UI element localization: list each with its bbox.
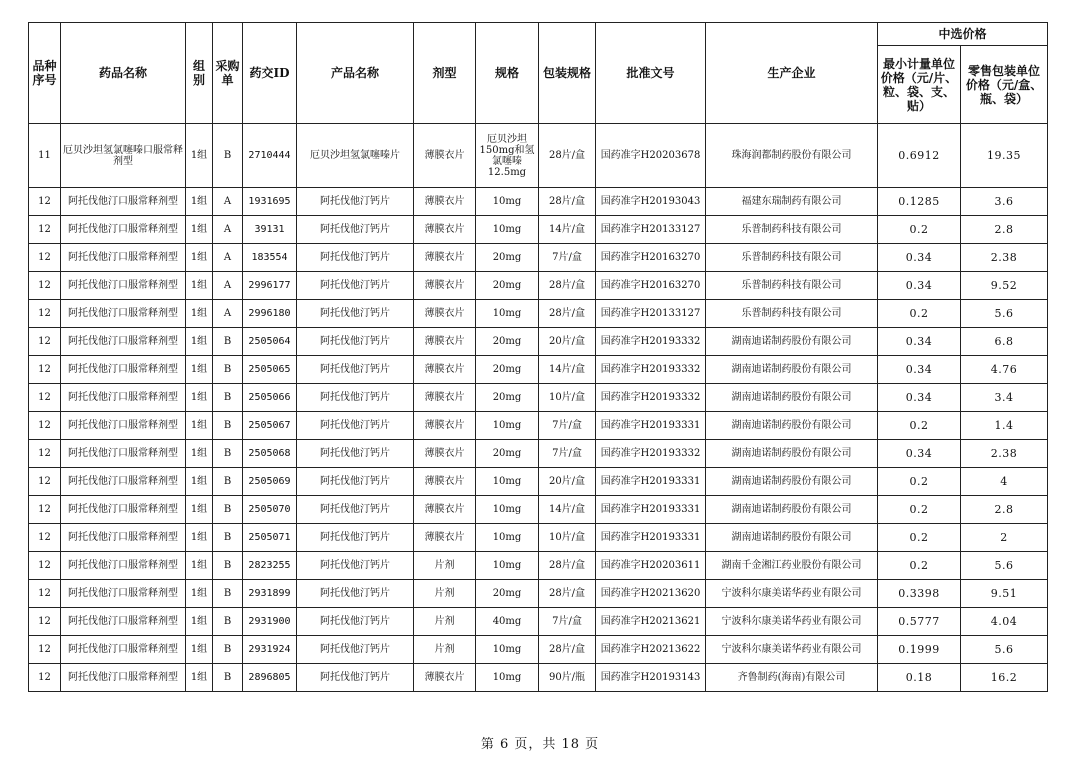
- table-row: [29, 216, 1048, 244]
- cell-unit-price: 0.1285: [878, 188, 961, 216]
- table-row: [29, 300, 1048, 328]
- cell-unit-price: 0.5777: [878, 608, 961, 636]
- cell-manufacturer: 湖南千金湘江药业股份有限公司: [706, 552, 878, 580]
- cell-manufacturer: 宁波科尔康美诺华药业有限公司: [706, 580, 878, 608]
- cell-drug-id: 2931899: [243, 580, 297, 608]
- cell-group: 1组: [186, 356, 213, 384]
- cell-drug-name: 阿托伐他汀口服常释剂型: [61, 580, 186, 608]
- header-purchase-list: 采购单: [213, 23, 243, 124]
- cell-approval: 国药准字H20193143: [596, 664, 706, 692]
- cell-group: 1组: [186, 636, 213, 664]
- cell-seq: 12: [29, 216, 61, 244]
- cell-manufacturer: 湖南迪诺制药股份有限公司: [706, 440, 878, 468]
- cell-purchase-list: A: [213, 300, 243, 328]
- header-approval: 批准文号: [596, 23, 706, 124]
- table-row: [29, 328, 1048, 356]
- cell-drug-name: 阿托伐他汀口服常释剂型: [61, 664, 186, 692]
- cell-purchase-list: A: [213, 188, 243, 216]
- cell-spec: 20mg: [476, 580, 539, 608]
- cell-unit-price: 0.2: [878, 412, 961, 440]
- cell-unit-price: 0.2: [878, 524, 961, 552]
- cell-drug-name: 阿托伐他汀口服常释剂型: [61, 300, 186, 328]
- selected-drug-price-table: [28, 22, 1048, 692]
- cell-group: 1组: [186, 124, 213, 188]
- cell-purchase-list: B: [213, 664, 243, 692]
- cell-group: 1组: [186, 412, 213, 440]
- cell-retail-price: 19.35: [961, 124, 1048, 188]
- table-row: [29, 440, 1048, 468]
- table-row: [29, 188, 1048, 216]
- cell-spec: 10mg: [476, 496, 539, 524]
- cell-dosage-form: 片剂: [414, 608, 476, 636]
- cell-product-name: 阿托伐他汀钙片: [297, 496, 414, 524]
- cell-drug-id: 183554: [243, 244, 297, 272]
- cell-seq: 12: [29, 580, 61, 608]
- cell-dosage-form: 薄膜衣片: [414, 468, 476, 496]
- cell-spec: 厄贝沙坦150mg和氢氯噻嗪12.5mg: [476, 124, 539, 188]
- cell-retail-price: 3.4: [961, 384, 1048, 412]
- cell-retail-price: 16.2: [961, 664, 1048, 692]
- cell-group: 1组: [186, 272, 213, 300]
- cell-approval: 国药准字H20213622: [596, 636, 706, 664]
- table-row: [29, 524, 1048, 552]
- cell-dosage-form: 薄膜衣片: [414, 664, 476, 692]
- cell-seq: 11: [29, 124, 61, 188]
- cell-dosage-form: 片剂: [414, 636, 476, 664]
- cell-approval: 国药准字H20193332: [596, 384, 706, 412]
- cell-dosage-form: 薄膜衣片: [414, 300, 476, 328]
- cell-package: 28片/盒: [539, 272, 596, 300]
- cell-approval: 国药准字H20133127: [596, 216, 706, 244]
- cell-purchase-list: A: [213, 216, 243, 244]
- cell-product-name: 阿托伐他汀钙片: [297, 244, 414, 272]
- cell-unit-price: 0.2: [878, 216, 961, 244]
- cell-product-name: 阿托伐他汀钙片: [297, 580, 414, 608]
- cell-package: 20片/盒: [539, 468, 596, 496]
- cell-drug-name: 阿托伐他汀口服常释剂型: [61, 636, 186, 664]
- cell-unit-price: 0.34: [878, 356, 961, 384]
- cell-retail-price: 5.6: [961, 552, 1048, 580]
- cell-package: 7片/盒: [539, 440, 596, 468]
- cell-spec: 20mg: [476, 356, 539, 384]
- cell-unit-price: 0.2: [878, 496, 961, 524]
- cell-manufacturer: 福建东瑞制药有限公司: [706, 188, 878, 216]
- cell-seq: 12: [29, 608, 61, 636]
- cell-drug-id: 2823255: [243, 552, 297, 580]
- cell-dosage-form: 薄膜衣片: [414, 272, 476, 300]
- cell-seq: 12: [29, 468, 61, 496]
- cell-purchase-list: B: [213, 552, 243, 580]
- table-row: [29, 412, 1048, 440]
- cell-group: 1组: [186, 188, 213, 216]
- cell-purchase-list: B: [213, 496, 243, 524]
- cell-unit-price: 0.1999: [878, 636, 961, 664]
- table-row: [29, 636, 1048, 664]
- cell-manufacturer: 齐鲁制药(海南)有限公司: [706, 664, 878, 692]
- cell-drug-id: 2896805: [243, 664, 297, 692]
- cell-drug-id: 2505065: [243, 356, 297, 384]
- cell-package: 14片/盒: [539, 356, 596, 384]
- cell-package: 28片/盒: [539, 300, 596, 328]
- cell-dosage-form: 薄膜衣片: [414, 356, 476, 384]
- cell-seq: 12: [29, 384, 61, 412]
- cell-product-name: 阿托伐他汀钙片: [297, 412, 414, 440]
- table-row: [29, 496, 1048, 524]
- cell-dosage-form: 薄膜衣片: [414, 496, 476, 524]
- cell-dosage-form: 薄膜衣片: [414, 524, 476, 552]
- cell-seq: 12: [29, 552, 61, 580]
- header-selected-price: 中选价格: [878, 23, 1048, 46]
- cell-approval: 国药准字H20193332: [596, 356, 706, 384]
- cell-approval: 国药准字H20203611: [596, 552, 706, 580]
- cell-purchase-list: B: [213, 608, 243, 636]
- header-unit-price: 最小计量单位价格（元/片、粒、袋、支、贴）: [878, 46, 961, 124]
- cell-seq: 12: [29, 524, 61, 552]
- cell-spec: 20mg: [476, 244, 539, 272]
- cell-manufacturer: 乐普制药科技有限公司: [706, 272, 878, 300]
- cell-retail-price: 2.38: [961, 244, 1048, 272]
- table-row: [29, 552, 1048, 580]
- cell-unit-price: 0.34: [878, 328, 961, 356]
- cell-drug-id: 2996180: [243, 300, 297, 328]
- cell-group: 1组: [186, 244, 213, 272]
- cell-product-name: 阿托伐他汀钙片: [297, 608, 414, 636]
- cell-group: 1组: [186, 440, 213, 468]
- cell-product-name: 阿托伐他汀钙片: [297, 384, 414, 412]
- cell-purchase-list: B: [213, 124, 243, 188]
- cell-retail-price: 5.6: [961, 636, 1048, 664]
- cell-approval: 国药准字H20213621: [596, 608, 706, 636]
- table-row: [29, 356, 1048, 384]
- cell-drug-name: 阿托伐他汀口服常释剂型: [61, 216, 186, 244]
- cell-package: 7片/盒: [539, 244, 596, 272]
- cell-drug-name: 阿托伐他汀口服常释剂型: [61, 552, 186, 580]
- cell-unit-price: 0.34: [878, 272, 961, 300]
- cell-package: 28片/盒: [539, 124, 596, 188]
- cell-dosage-form: 薄膜衣片: [414, 384, 476, 412]
- cell-group: 1组: [186, 496, 213, 524]
- cell-drug-name: 厄贝沙坦氢氯噻嗪口服常释剂型: [61, 124, 186, 188]
- cell-drug-id: 2710444: [243, 124, 297, 188]
- cell-unit-price: 0.34: [878, 244, 961, 272]
- cell-package: 20片/盒: [539, 328, 596, 356]
- cell-seq: 12: [29, 188, 61, 216]
- cell-drug-name: 阿托伐他汀口服常释剂型: [61, 272, 186, 300]
- cell-approval: 国药准字H20163270: [596, 272, 706, 300]
- cell-approval: 国药准字H20213620: [596, 580, 706, 608]
- cell-product-name: 阿托伐他汀钙片: [297, 524, 414, 552]
- cell-spec: 20mg: [476, 328, 539, 356]
- cell-spec: 10mg: [476, 636, 539, 664]
- cell-drug-name: 阿托伐他汀口服常释剂型: [61, 524, 186, 552]
- cell-drug-id: 2931900: [243, 608, 297, 636]
- cell-group: 1组: [186, 664, 213, 692]
- cell-package: 14片/盒: [539, 216, 596, 244]
- cell-manufacturer: 乐普制药科技有限公司: [706, 244, 878, 272]
- cell-drug-id: 2505071: [243, 524, 297, 552]
- cell-package: 28片/盒: [539, 188, 596, 216]
- table-row: [29, 124, 1048, 188]
- header-dosage-form: 剂型: [414, 23, 476, 124]
- cell-drug-name: 阿托伐他汀口服常释剂型: [61, 244, 186, 272]
- cell-approval: 国药准字H20193331: [596, 496, 706, 524]
- cell-package: 28片/盒: [539, 580, 596, 608]
- cell-group: 1组: [186, 328, 213, 356]
- cell-approval: 国药准字H20203678: [596, 124, 706, 188]
- cell-approval: 国药准字H20193331: [596, 412, 706, 440]
- cell-drug-id: 2505070: [243, 496, 297, 524]
- cell-product-name: 阿托伐他汀钙片: [297, 188, 414, 216]
- cell-drug-name: 阿托伐他汀口服常释剂型: [61, 384, 186, 412]
- page-footer: 第 6 页，共 18 页: [480, 737, 600, 752]
- cell-dosage-form: 薄膜衣片: [414, 440, 476, 468]
- table-row: [29, 608, 1048, 636]
- cell-group: 1组: [186, 300, 213, 328]
- cell-drug-name: 阿托伐他汀口服常释剂型: [61, 440, 186, 468]
- cell-approval: 国药准字H20163270: [596, 244, 706, 272]
- cell-group: 1组: [186, 580, 213, 608]
- cell-manufacturer: 湖南迪诺制药股份有限公司: [706, 496, 878, 524]
- cell-manufacturer: 宁波科尔康美诺华药业有限公司: [706, 608, 878, 636]
- cell-product-name: 阿托伐他汀钙片: [297, 440, 414, 468]
- cell-manufacturer: 湖南迪诺制药股份有限公司: [706, 468, 878, 496]
- table-row: [29, 580, 1048, 608]
- cell-unit-price: 0.3398: [878, 580, 961, 608]
- cell-purchase-list: B: [213, 524, 243, 552]
- cell-manufacturer: 湖南迪诺制药股份有限公司: [706, 328, 878, 356]
- cell-drug-id: 2505067: [243, 412, 297, 440]
- cell-seq: 12: [29, 272, 61, 300]
- cell-group: 1组: [186, 216, 213, 244]
- cell-retail-price: 4: [961, 468, 1048, 496]
- cell-unit-price: 0.18: [878, 664, 961, 692]
- cell-product-name: 厄贝沙坦氢氯噻嗪片: [297, 124, 414, 188]
- cell-spec: 10mg: [476, 468, 539, 496]
- cell-dosage-form: 薄膜衣片: [414, 188, 476, 216]
- cell-drug-name: 阿托伐他汀口服常释剂型: [61, 328, 186, 356]
- cell-retail-price: 5.6: [961, 300, 1048, 328]
- price-table-sheet: [28, 22, 1047, 692]
- cell-spec: 10mg: [476, 524, 539, 552]
- cell-spec: 10mg: [476, 664, 539, 692]
- cell-spec: 20mg: [476, 384, 539, 412]
- cell-product-name: 阿托伐他汀钙片: [297, 272, 414, 300]
- cell-approval: 国药准字H20193332: [596, 328, 706, 356]
- cell-spec: 10mg: [476, 552, 539, 580]
- cell-spec: 40mg: [476, 608, 539, 636]
- cell-seq: 12: [29, 356, 61, 384]
- cell-package: 7片/盒: [539, 608, 596, 636]
- cell-manufacturer: 乐普制药科技有限公司: [706, 300, 878, 328]
- cell-package: 10片/盒: [539, 384, 596, 412]
- cell-dosage-form: 薄膜衣片: [414, 328, 476, 356]
- cell-seq: 12: [29, 496, 61, 524]
- cell-purchase-list: B: [213, 328, 243, 356]
- table-row: [29, 272, 1048, 300]
- cell-unit-price: 0.2: [878, 300, 961, 328]
- cell-drug-name: 阿托伐他汀口服常释剂型: [61, 188, 186, 216]
- cell-manufacturer: 湖南迪诺制药股份有限公司: [706, 524, 878, 552]
- table-row: [29, 468, 1048, 496]
- header-manufacturer: 生产企业: [706, 23, 878, 124]
- cell-spec: 10mg: [476, 412, 539, 440]
- cell-package: 28片/盒: [539, 636, 596, 664]
- cell-drug-id: 2505066: [243, 384, 297, 412]
- cell-retail-price: 4.04: [961, 608, 1048, 636]
- cell-drug-name: 阿托伐他汀口服常释剂型: [61, 412, 186, 440]
- cell-package: 7片/盒: [539, 412, 596, 440]
- header-drug-name: 药品名称: [61, 23, 186, 124]
- cell-product-name: 阿托伐他汀钙片: [297, 356, 414, 384]
- cell-retail-price: 2.38: [961, 440, 1048, 468]
- table-header-row: [29, 23, 1048, 46]
- cell-purchase-list: B: [213, 412, 243, 440]
- cell-manufacturer: 湖南迪诺制药股份有限公司: [706, 412, 878, 440]
- header-spec: 规格: [476, 23, 539, 124]
- cell-retail-price: 2.8: [961, 496, 1048, 524]
- cell-purchase-list: B: [213, 636, 243, 664]
- cell-approval: 国药准字H20193332: [596, 440, 706, 468]
- cell-group: 1组: [186, 552, 213, 580]
- cell-dosage-form: 薄膜衣片: [414, 244, 476, 272]
- cell-package: 90片/瓶: [539, 664, 596, 692]
- table-row: [29, 664, 1048, 692]
- cell-seq: 12: [29, 636, 61, 664]
- cell-unit-price: 0.2: [878, 468, 961, 496]
- cell-approval: 国药准字H20193331: [596, 524, 706, 552]
- cell-spec: 10mg: [476, 300, 539, 328]
- cell-drug-id: 2931924: [243, 636, 297, 664]
- cell-drug-id: 2996177: [243, 272, 297, 300]
- cell-purchase-list: B: [213, 468, 243, 496]
- cell-product-name: 阿托伐他汀钙片: [297, 664, 414, 692]
- cell-retail-price: 4.76: [961, 356, 1048, 384]
- cell-package: 14片/盒: [539, 496, 596, 524]
- cell-seq: 12: [29, 664, 61, 692]
- cell-product-name: 阿托伐他汀钙片: [297, 552, 414, 580]
- header-retail-price: 零售包装单位价格（元/盒、瓶、袋）: [961, 46, 1048, 124]
- cell-seq: 12: [29, 328, 61, 356]
- cell-drug-name: 阿托伐他汀口服常释剂型: [61, 608, 186, 636]
- cell-drug-name: 阿托伐他汀口服常释剂型: [61, 468, 186, 496]
- cell-drug-id: 2505064: [243, 328, 297, 356]
- cell-seq: 12: [29, 412, 61, 440]
- cell-retail-price: 2.8: [961, 216, 1048, 244]
- cell-package: 28片/盒: [539, 552, 596, 580]
- cell-retail-price: 9.51: [961, 580, 1048, 608]
- cell-package: 10片/盒: [539, 524, 596, 552]
- cell-seq: 12: [29, 300, 61, 328]
- cell-dosage-form: 薄膜衣片: [414, 412, 476, 440]
- cell-approval: 国药准字H20133127: [596, 300, 706, 328]
- cell-manufacturer: 乐普制药科技有限公司: [706, 216, 878, 244]
- cell-group: 1组: [186, 608, 213, 636]
- cell-product-name: 阿托伐他汀钙片: [297, 328, 414, 356]
- cell-drug-name: 阿托伐他汀口服常释剂型: [61, 356, 186, 384]
- header-group: 组别: [186, 23, 213, 124]
- cell-unit-price: 0.2: [878, 552, 961, 580]
- cell-purchase-list: B: [213, 440, 243, 468]
- cell-manufacturer: 宁波科尔康美诺华药业有限公司: [706, 636, 878, 664]
- cell-retail-price: 1.4: [961, 412, 1048, 440]
- cell-purchase-list: B: [213, 384, 243, 412]
- cell-unit-price: 0.6912: [878, 124, 961, 188]
- cell-purchase-list: A: [213, 244, 243, 272]
- cell-manufacturer: 珠海润都制药股份有限公司: [706, 124, 878, 188]
- cell-drug-id: 2505068: [243, 440, 297, 468]
- cell-group: 1组: [186, 524, 213, 552]
- cell-product-name: 阿托伐他汀钙片: [297, 636, 414, 664]
- cell-seq: 12: [29, 244, 61, 272]
- header-seq: 品种序号: [29, 23, 61, 124]
- cell-drug-id: 1931695: [243, 188, 297, 216]
- table-body: [29, 124, 1048, 692]
- table-row: [29, 244, 1048, 272]
- header-product-name: 产品名称: [297, 23, 414, 124]
- cell-retail-price: 3.6: [961, 188, 1048, 216]
- cell-spec: 10mg: [476, 216, 539, 244]
- cell-spec: 20mg: [476, 272, 539, 300]
- cell-manufacturer: 湖南迪诺制药股份有限公司: [706, 356, 878, 384]
- cell-drug-name: 阿托伐他汀口服常释剂型: [61, 496, 186, 524]
- table-row: [29, 384, 1048, 412]
- cell-spec: 10mg: [476, 188, 539, 216]
- cell-dosage-form: 片剂: [414, 552, 476, 580]
- cell-product-name: 阿托伐他汀钙片: [297, 216, 414, 244]
- cell-dosage-form: 薄膜衣片: [414, 216, 476, 244]
- cell-purchase-list: A: [213, 272, 243, 300]
- cell-product-name: 阿托伐他汀钙片: [297, 468, 414, 496]
- cell-product-name: 阿托伐他汀钙片: [297, 300, 414, 328]
- cell-purchase-list: B: [213, 580, 243, 608]
- cell-seq: 12: [29, 440, 61, 468]
- cell-manufacturer: 湖南迪诺制药股份有限公司: [706, 384, 878, 412]
- cell-group: 1组: [186, 384, 213, 412]
- cell-retail-price: 6.8: [961, 328, 1048, 356]
- cell-purchase-list: B: [213, 356, 243, 384]
- cell-dosage-form: 薄膜衣片: [414, 124, 476, 188]
- cell-approval: 国药准字H20193331: [596, 468, 706, 496]
- cell-spec: 20mg: [476, 440, 539, 468]
- cell-approval: 国药准字H20193043: [596, 188, 706, 216]
- cell-retail-price: 2: [961, 524, 1048, 552]
- cell-retail-price: 9.52: [961, 272, 1048, 300]
- cell-group: 1组: [186, 468, 213, 496]
- cell-unit-price: 0.34: [878, 440, 961, 468]
- cell-unit-price: 0.34: [878, 384, 961, 412]
- header-drug-id: 药交ID: [243, 23, 297, 124]
- header-package: 包装规格: [539, 23, 596, 124]
- cell-drug-id: 2505069: [243, 468, 297, 496]
- cell-dosage-form: 片剂: [414, 580, 476, 608]
- cell-drug-id: 39131: [243, 216, 297, 244]
